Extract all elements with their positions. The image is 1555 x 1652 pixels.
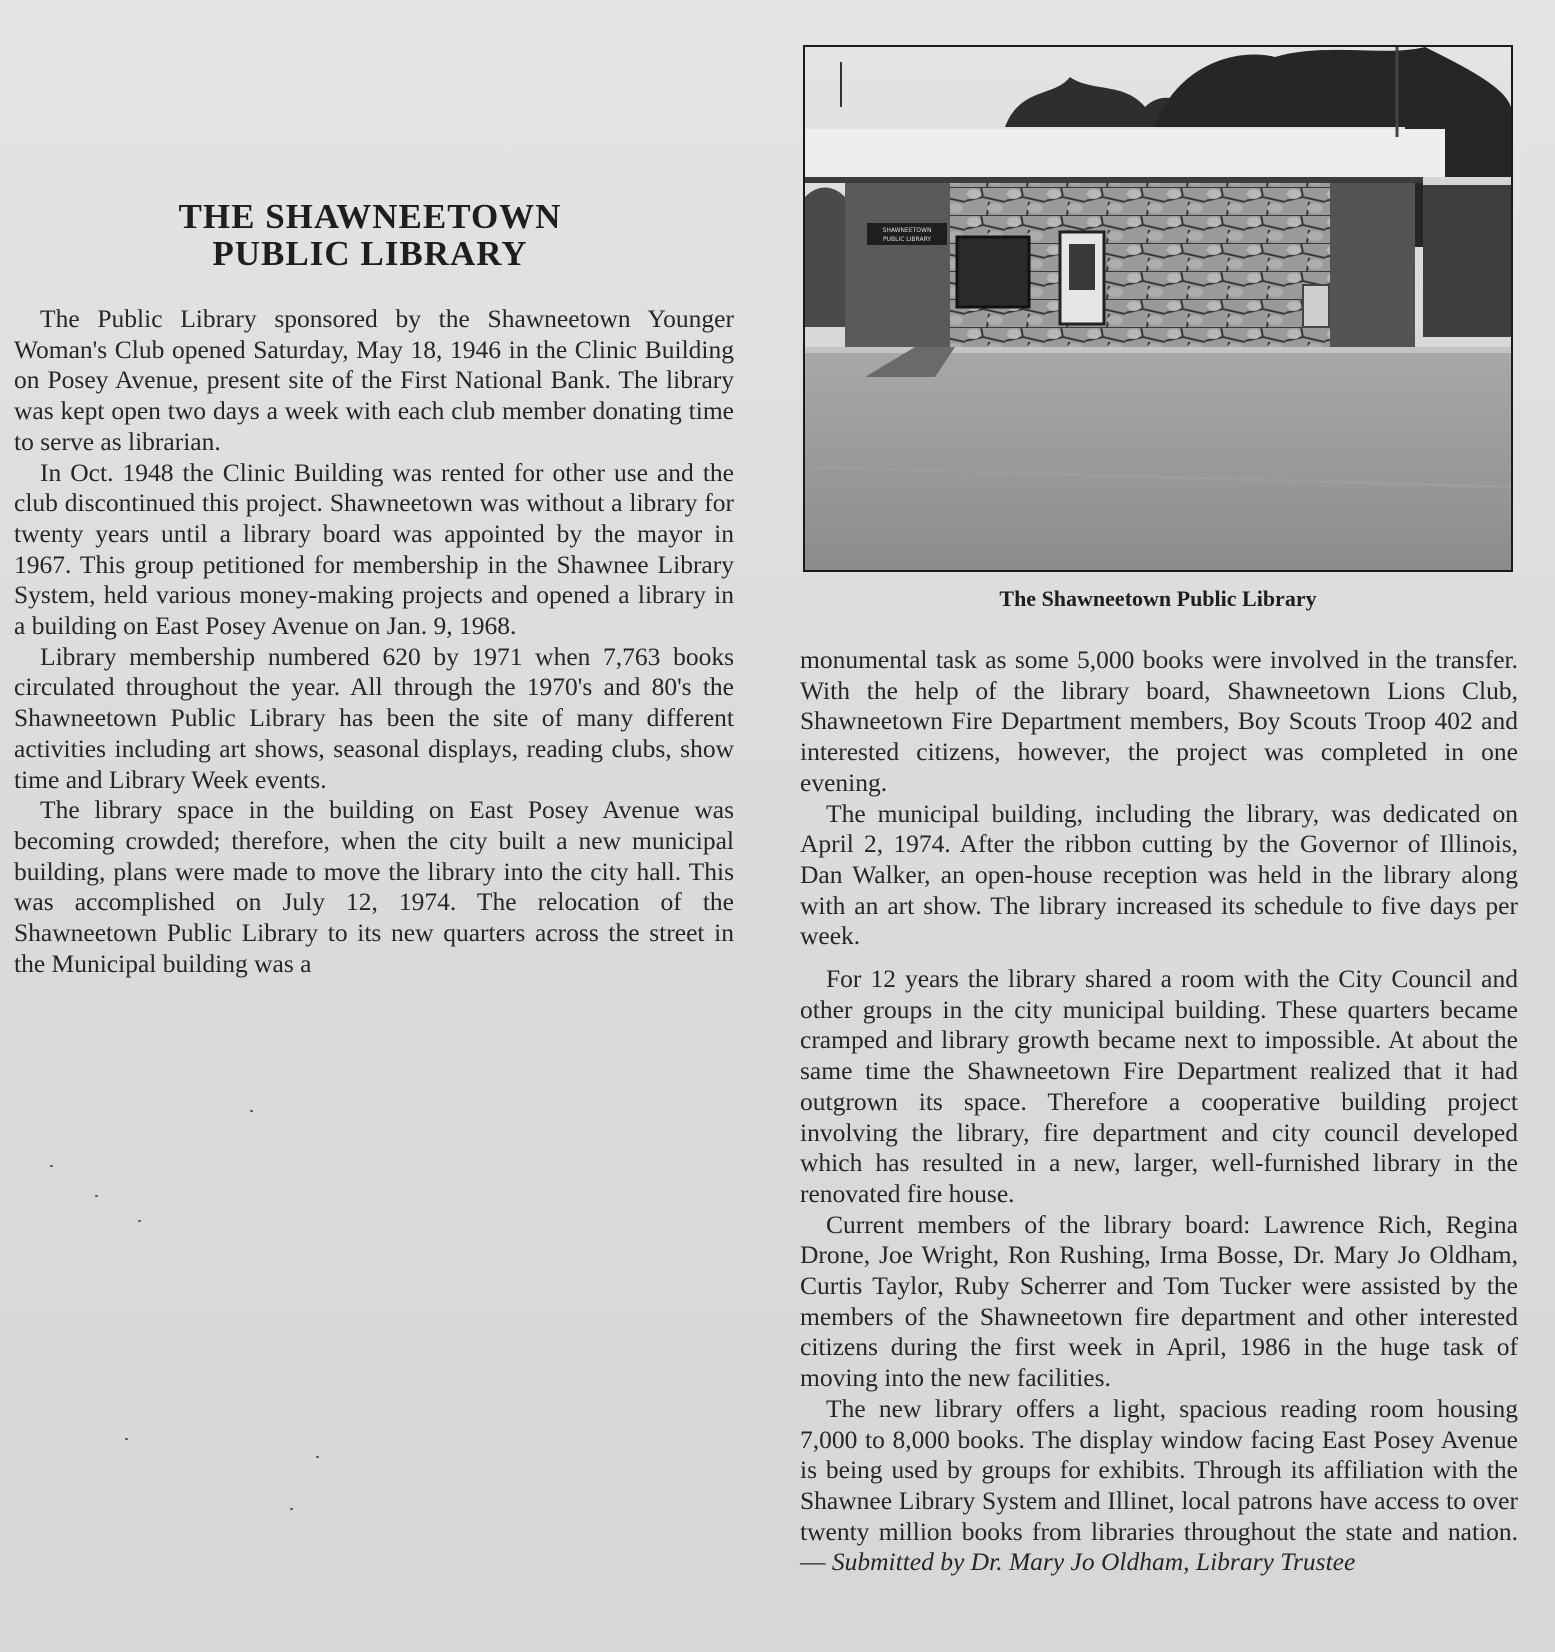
paper-speck [316,1456,319,1458]
right-column-bottom [800,964,1518,1578]
article-title [0,198,740,272]
paragraph-final [800,1394,1518,1578]
paper-speck [50,1165,53,1167]
svg-text:PUBLIC LIBRARY: PUBLIC LIBRARY [882,236,932,243]
paper-speck [95,1195,98,1197]
paragraph: In Oct. 1948 the Clinic Building was rented for other use and the club discontinued this project. Shawneetown was without a library for twenty years until a library board was appointed by the mayor in 1967. This group petitioned for membership in the Shawnee Library System, held various money-making projects and opened a library in a building on East Posey Avenue on Jan. 9, 1968. [14,457,734,641]
right-column-top [800,645,1518,952]
paper-speck [290,1508,293,1510]
title-line-1: THE SHAWNEETOWN [178,197,562,236]
paper-speck [138,1220,141,1222]
paper-speck [125,1438,128,1440]
title-line-2: PUBLIC LIBRARY [212,234,528,273]
paper-speck [250,1110,253,1112]
paragraph: The library space in the building on East Posey Avenue was becoming crowded; therefore, when the city built a new municipal building, plans were made to move the library into the city hall. This was accomplished on July 12, 1974. The relocation of the Shawneetown Public Library to its new quarters across the street in the Municipal building was a [14,795,734,978]
photo-caption: The Shawneetown Public Library [999,586,1317,611]
left-column [14,304,734,979]
svg-text:SHAWNEETOWN: SHAWNEETOWN [882,227,932,234]
paragraph: Library membership numbered 620 by 1971 when 7,763 books circulated throughout the year. All through the 1970's and 80's the Shawneetown Public Library has been the site of many different activities including art shows, seasonal displays, reading clubs, show time and Library Week events. [14,641,734,794]
library-photo [803,45,1513,572]
paragraph: monumental task as some 5,000 books were involved in the transfer. With the help of the library board, Shawneetown Lions Club, Shawneetown Fire Department members, Boy Scouts Troop 402 and interested citizens, however, the project was completed in one evening. [800,645,1518,797]
signature: Submitted by Dr. Mary Jo Oldham, Library Trustee [831,1547,1356,1577]
paragraph: The Public Library sponsored by the Shawneetown Younger Woman's Club opened Saturday, May 18, 1946 in the Clinic Building on Posey Avenue, present site of the First National Bank. The library was kept open two days a week with each club member donating time to serve as librarian. [14,304,734,456]
final-paragraph-text: The new library offers a light, spacious reading room housing 7,000 to 8,000 books. The display window facing East Posey Avenue is being used by groups for exhibits. Through its affiliation with the Shawnee Library System and Illinet, local patrons have access to over twenty million books from libraries throughout the state and nation. — [800,1393,1518,1577]
paragraph: Current members of the library board: Lawrence Rich, Regina Drone, Joe Wright, Ron Rushing, Irma Bosse, Dr. Mary Jo Oldham, Curtis Taylor, Ruby Scherrer and Tom Tucker were assisted by the members of the Shawneetown fire department and other interested citizens during the first week in April, 1986 in the huge task of moving into the new facilities. [800,1209,1518,1393]
paragraph: The municipal building, including the library, was dedicated on April 2, 1974. After the ribbon cutting by the Governor of Illinois, Dan Walker, an open-house reception was held in the library along with an art show. The library increased its schedule to five days per week. [800,798,1518,951]
paragraph: For 12 years the library shared a room with the City Council and other groups in the city municipal building. These quarters became cramped and library growth became next to impossible. At about the same time the Shawneetown Fire Department realized that it had outgrown its space. Therefore a cooperative building project involving the library, fire department and city council developed which has resulted in a new, larger, well-furnished library in the renovated fire house. [800,964,1518,1208]
library-building-image [805,47,1511,570]
